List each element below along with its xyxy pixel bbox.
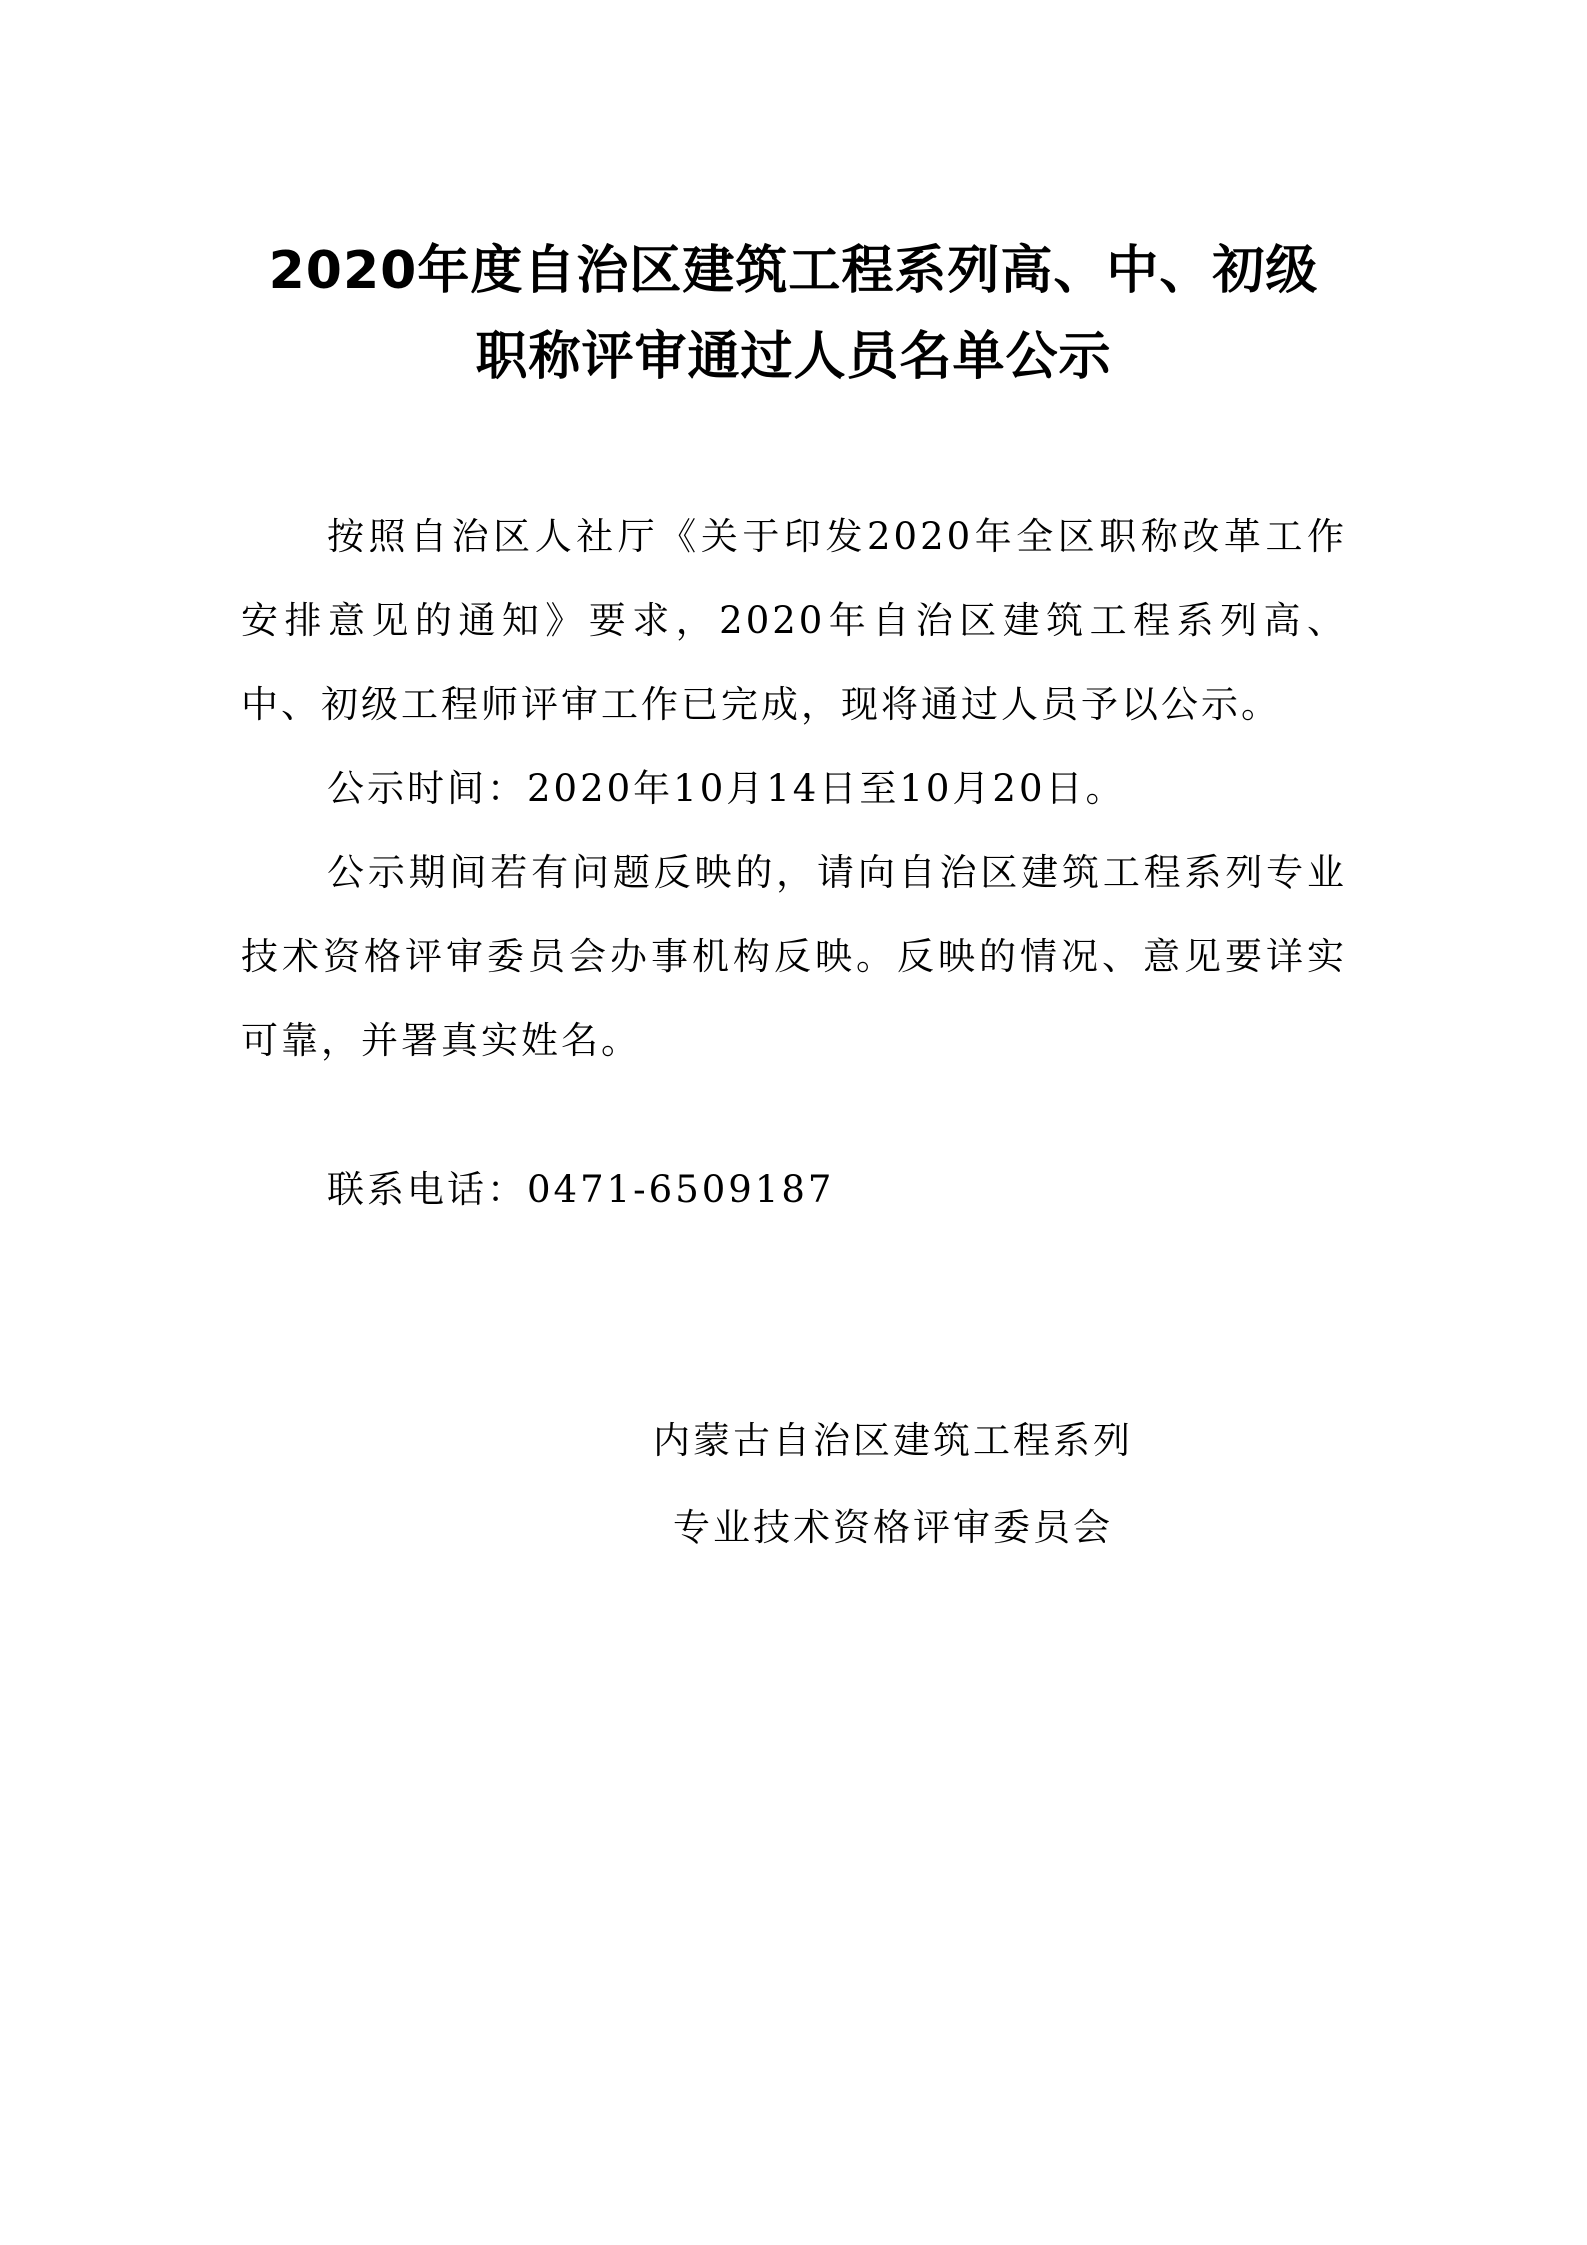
contact-phone: 联系电话：0471-6509187 — [327, 1168, 835, 1211]
signature-line-2: 专业技术资格评审委员会 — [673, 1506, 1113, 1549]
paragraph-period: 公示时间：2020年10月14日至10月20日。 — [327, 767, 1126, 810]
document-title — [0, 228, 1587, 400]
paragraph-feedback: 公示期间若有问题反映的，请向自治区建筑工程系列专业技术资格评审委员会办事机构反映。反映的情况、意见要详实可靠，并署真实姓名。 — [241, 851, 1347, 1062]
title-line-1: 2020年度自治区建筑工程系列高、中、初级 — [268, 241, 1319, 301]
paragraph-notice: 按照自治区人社厅《关于印发2020年全区职称改革工作安排意见的通知》要求，2020年自治区建筑工程系列高、中、初级工程师评审工作已完成，现将通过人员予以公示。 — [241, 515, 1347, 726]
document-body — [241, 495, 1347, 1083]
title-line-2: 职称评审通过人员名单公示 — [475, 327, 1112, 387]
signature-line-1: 内蒙古自治区建筑工程系列 — [653, 1419, 1133, 1462]
